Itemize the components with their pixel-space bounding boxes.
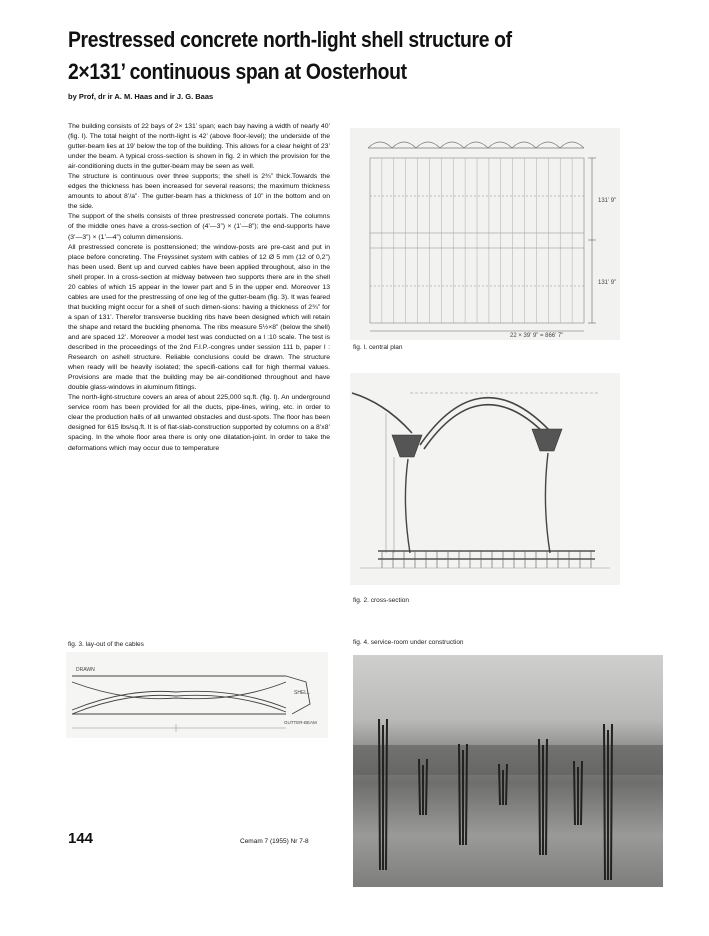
- rebar-bar: [539, 739, 540, 855]
- central-plan-drawing: [350, 128, 620, 340]
- caption-fig1: fig. I. central plan: [353, 344, 403, 351]
- body-text: [68, 122, 330, 454]
- rebar-bar: [611, 724, 612, 880]
- rebar-bar: [379, 719, 380, 870]
- photo-service-room: [353, 655, 663, 887]
- figure-cross-section: [350, 373, 620, 585]
- rebar-bar: [499, 764, 500, 805]
- dim-label: 22 × 39’ 9” = 866’ 7”: [510, 333, 564, 339]
- cable-label: SHELL: [294, 690, 310, 696]
- paragraph: The north-light-structure covers an area of about 225,000 sq.ft. (fig. I). An underground service room has been provided for all the ducts, pipe-lines, wiring, etc. in order to clear the production halls of all unwanted obstacles and dust-spots. The floor has been designed for 615 lbs/sq.ft. It is of flat-slab-construction supported by columns on a 8’x8’ spacing. In the whole floor area there is only one dilatation-joint. In order to take the deformations which may occur due to temperature: [68, 394, 330, 452]
- title-line-1: Prestressed concrete north-light shell structure of: [68, 27, 512, 52]
- figure-cable-layout: [66, 652, 328, 738]
- photo-construction: [353, 655, 663, 887]
- caption-fig4: fig. 4. service-room under construction: [353, 639, 464, 646]
- rebar-bar: [426, 759, 427, 815]
- page-number: 144: [68, 830, 94, 847]
- cable-layout-drawing: [66, 652, 328, 738]
- dim-label: 131’ 9”: [598, 198, 617, 204]
- caption-fig3: fig. 3. lay-out of the cables: [68, 641, 144, 648]
- cable-label: GUTTER-BEAM: [284, 720, 317, 725]
- rebar-bar: [581, 761, 582, 825]
- rebar-bar: [506, 764, 507, 805]
- rebar-bar: [466, 744, 467, 845]
- figure-central-plan: [350, 128, 620, 340]
- paragraph: All prestressed concrete is posttensioned; the window-posts are pre-cast and put in place before concreting. The Freyssinet system with cables of 12 Ø 5 mm (12 of 0,2”) has been used. Bent up and curved cables have been applied throughout, also in the shell proper. In a cross-section at midway between two supports there are in the shell 20 cables of which 15 appear in the lower part and 5 in the upper end. Moreover 13 cables are used for the prestressing of one leg of the gutter-beam (fig. 3). It was feared that buckling might occur for a shell of such dimen-sions: having a thickness of 2¾” for a span of 131’. Therefor transverse buckling ribs have been designed which will retain the shape and retard the buckling phenoma. The ribs measure 5½×8” (below the shell) and are spaced 12’. Moreover a model test was conducted on a l :10 scale. The test is described in the proceedings of the 2nd F.I.P.-congres under session 111 b, paper l : Research on ashell structure. Reliable conclusions could be drawn. The structure when ready will be heavily isolated; the specifi-cations call for high thermal values. Provisions are made that the building may be air-conditioned throughout and have double glass-windows in aluminum fittings.: [68, 243, 330, 392]
- rebar-bar: [386, 719, 387, 870]
- article-title: [68, 24, 584, 88]
- rebar-bar: [574, 761, 575, 825]
- cable-label: DRAWN: [76, 667, 95, 673]
- cross-section-drawing: [350, 373, 620, 585]
- paragraph: The support of the shells consists of three prestressed concrete portals. The columns of the middle ones have a cross-section of (4’—3”) × (1’—8”); the end-supports have (3’—3”) × (1’—4”) column dimensions.: [68, 213, 330, 241]
- paragraph: The structure is continuous over three supports; the shell is 2¾” thick.Towards the edges the thickness has been increased for several reasons; the maximum thickness amounts to about 8’/a”· The gutter-beam has a thickness of 10” in the bottom and on the side.: [68, 173, 330, 211]
- byline: by Prof, dr ir A. M. Haas and ir J. G. Baas: [68, 92, 214, 101]
- rebar-bar: [604, 724, 605, 880]
- caption-fig2: fig. 2. cross-section: [353, 597, 409, 604]
- dim-label: 131’ 9”: [598, 280, 617, 286]
- journal-reference: Cemam 7 (1955) Nr 7-8: [240, 838, 309, 845]
- rebar-bar: [546, 739, 547, 855]
- rebar-bar: [459, 744, 460, 845]
- title-line-2: 2×131’ continuous span at Oosterhout: [68, 59, 407, 84]
- paragraph: The building consists of 22 bays of 2× 131’ span; each bay having a width of nearly 40’ (fig. I). The total height of the north-light is 42’ (above floor-level); the underside of the gutter-beam lies at 19’ below the top of the building. This allows for a clear height of 23’ under the beam. A typical cross-section is shown in fig. 2 in which the provision for the air-conditioning ducts in the gutter-beam may be seen as well.: [68, 123, 330, 171]
- rebar-bar: [419, 759, 420, 815]
